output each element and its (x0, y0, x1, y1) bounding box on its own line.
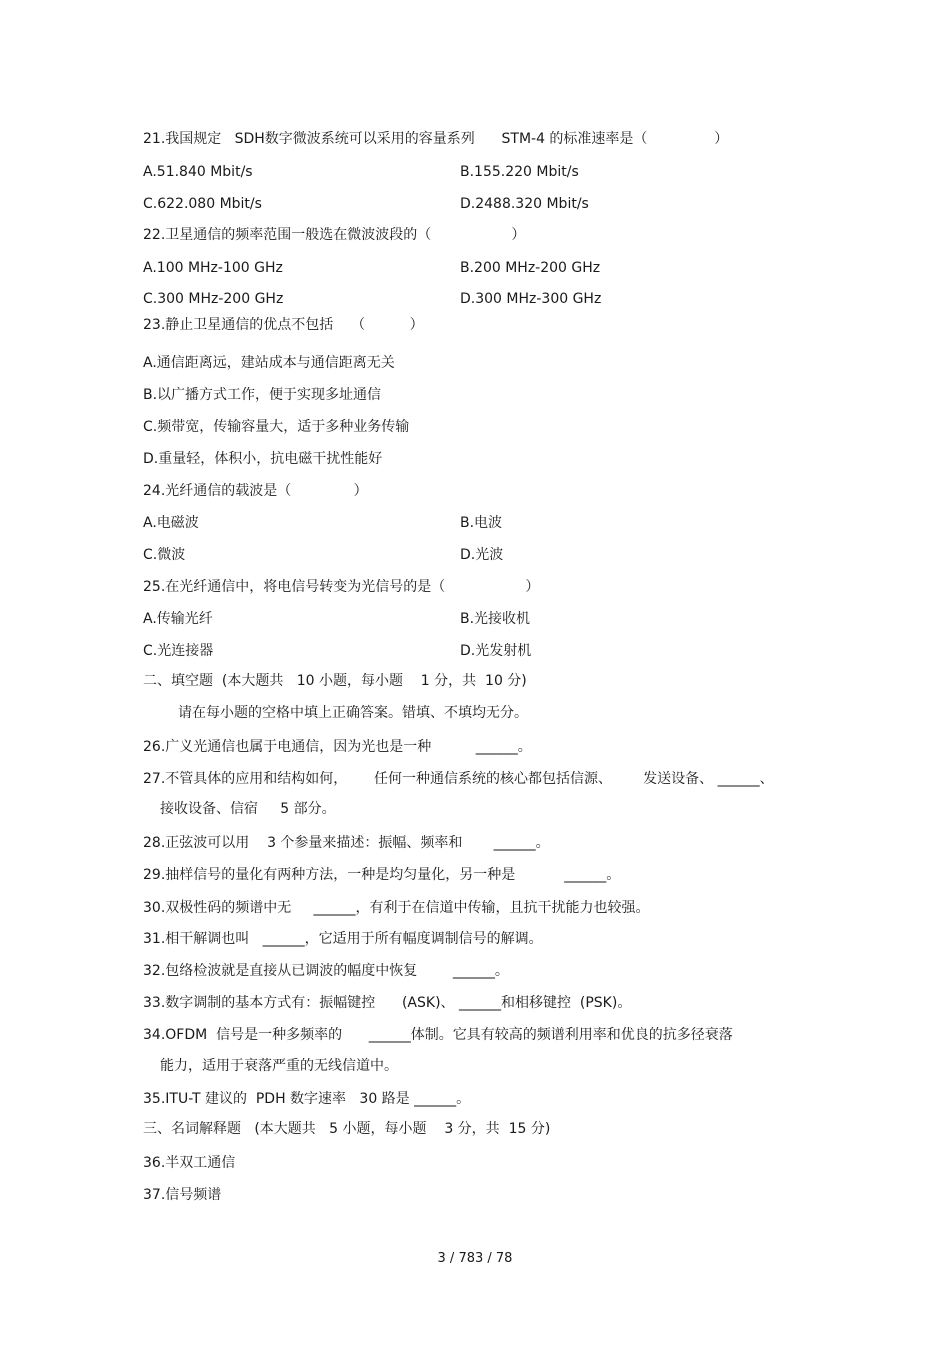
fill-item-27-cont: 接收设备、信宿 5 部分。 (160, 801, 336, 817)
question-23-option-c: C.频带宽，传输容量大，适于多种业务传输 (143, 419, 410, 435)
question-25-option-c: C.光连接器 (143, 643, 214, 659)
question-23-stem: 23.静止卫星通信的优点不包括 （ ） (143, 317, 424, 333)
fill-item-34-cont: 能力，适用于衰落严重的无线信道中。 (160, 1058, 398, 1074)
fill-item-27: 27.不管具体的应用和结构如何， 任何一种通信系统的核心都包括信源、 发送设备、 ______、 (143, 771, 774, 787)
question-22-option-a: A.100 MHz-100 GHz (143, 260, 283, 276)
page-number: 3 / 783 / 78 (437, 1251, 513, 1266)
term-item-37: 37.信号频谱 (143, 1187, 222, 1203)
question-25-option-d: D.光发射机 (460, 643, 532, 659)
fill-item-33: 33.数字调制的基本方式有：振幅键控 (ASK)、 ______和相移键控 (PSK)。 (143, 995, 632, 1011)
section-2-heading: 二、填空题 (本大题共 10 小题，每小题 1 分，共 10 分) (143, 673, 527, 689)
question-24-option-a: A.电磁波 (143, 515, 199, 531)
fill-item-35: 35.ITU-T 建议的 PDH 数字速率 30 路是 ______。 (143, 1091, 471, 1107)
question-21-option-d: D.2488.320 Mbit/s (460, 196, 589, 212)
question-24-option-c: C.微波 (143, 547, 186, 563)
section-3-heading: 三、名词解释题 (本大题共 5 小题，每小题 3 分，共 15 分) (143, 1121, 551, 1137)
term-item-36: 36.半双工通信 (143, 1155, 236, 1171)
fill-item-31: 31.相干解调也叫 ______，它适用于所有幅度调制信号的解调。 (143, 931, 543, 947)
question-24-option-b: B.电波 (460, 515, 503, 531)
fill-item-26: 26.广义光通信也属于电通信，因为光也是一种 ______。 (143, 739, 532, 755)
fill-item-29: 29.抽样信号的量化有两种方法，一种是均匀量化，另一种是 ______。 (143, 867, 621, 883)
question-25-option-b: B.光接收机 (460, 611, 531, 627)
question-25-option-a: A.传输光纤 (143, 611, 213, 627)
section-2-instruction: 请在每小题的空格中填上正确答案。错填、不填均无分。 (178, 705, 528, 721)
question-22-option-c: C.300 MHz-200 GHz (143, 291, 284, 307)
question-21-option-a: A.51.840 Mbit/s (143, 164, 253, 180)
fill-item-34: 34.OFDM 信号是一种多频率的 ______体制。它具有较高的频谱利用率和优良的抗多径衰落 (143, 1027, 733, 1043)
question-23-option-d: D.重量轻，体积小，抗电磁干扰性能好 (143, 451, 383, 467)
question-23-option-b: B.以广播方式工作，便于实现多址通信 (143, 387, 382, 403)
question-21-option-c: C.622.080 Mbit/s (143, 196, 262, 212)
question-25-stem: 25.在光纤通信中，将电信号转变为光信号的是（ ） (143, 579, 540, 595)
question-24-option-d: D.光波 (460, 547, 504, 563)
question-21-stem: 21.我国规定 SDH数字微波系统可以采用的容量系列 STM-4 的标准速率是（ ） (143, 131, 729, 147)
question-22-option-b: B.200 MHz-200 GHz (460, 260, 601, 276)
question-22-option-d: D.300 MHz-300 GHz (460, 291, 602, 307)
question-24-stem: 24.光纤通信的载波是（ ） (143, 483, 368, 499)
question-23-option-a: A.通信距离远，建站成本与通信距离无关 (143, 355, 395, 371)
fill-item-30: 30.双极性码的频谱中无 ______，有利于在信道中传输，且抗干扰能力也较强。 (143, 900, 650, 916)
question-22-stem: 22.卫星通信的频率范围一般选在微波波段的（ ） (143, 227, 526, 243)
fill-item-32: 32.包络检波就是直接从已调波的幅度中恢复 ______。 (143, 963, 509, 979)
fill-item-28: 28.正弦波可以用 3 个参量来描述：振幅、频率和 ______。 (143, 835, 550, 851)
question-21-option-b: B.155.220 Mbit/s (460, 164, 579, 180)
